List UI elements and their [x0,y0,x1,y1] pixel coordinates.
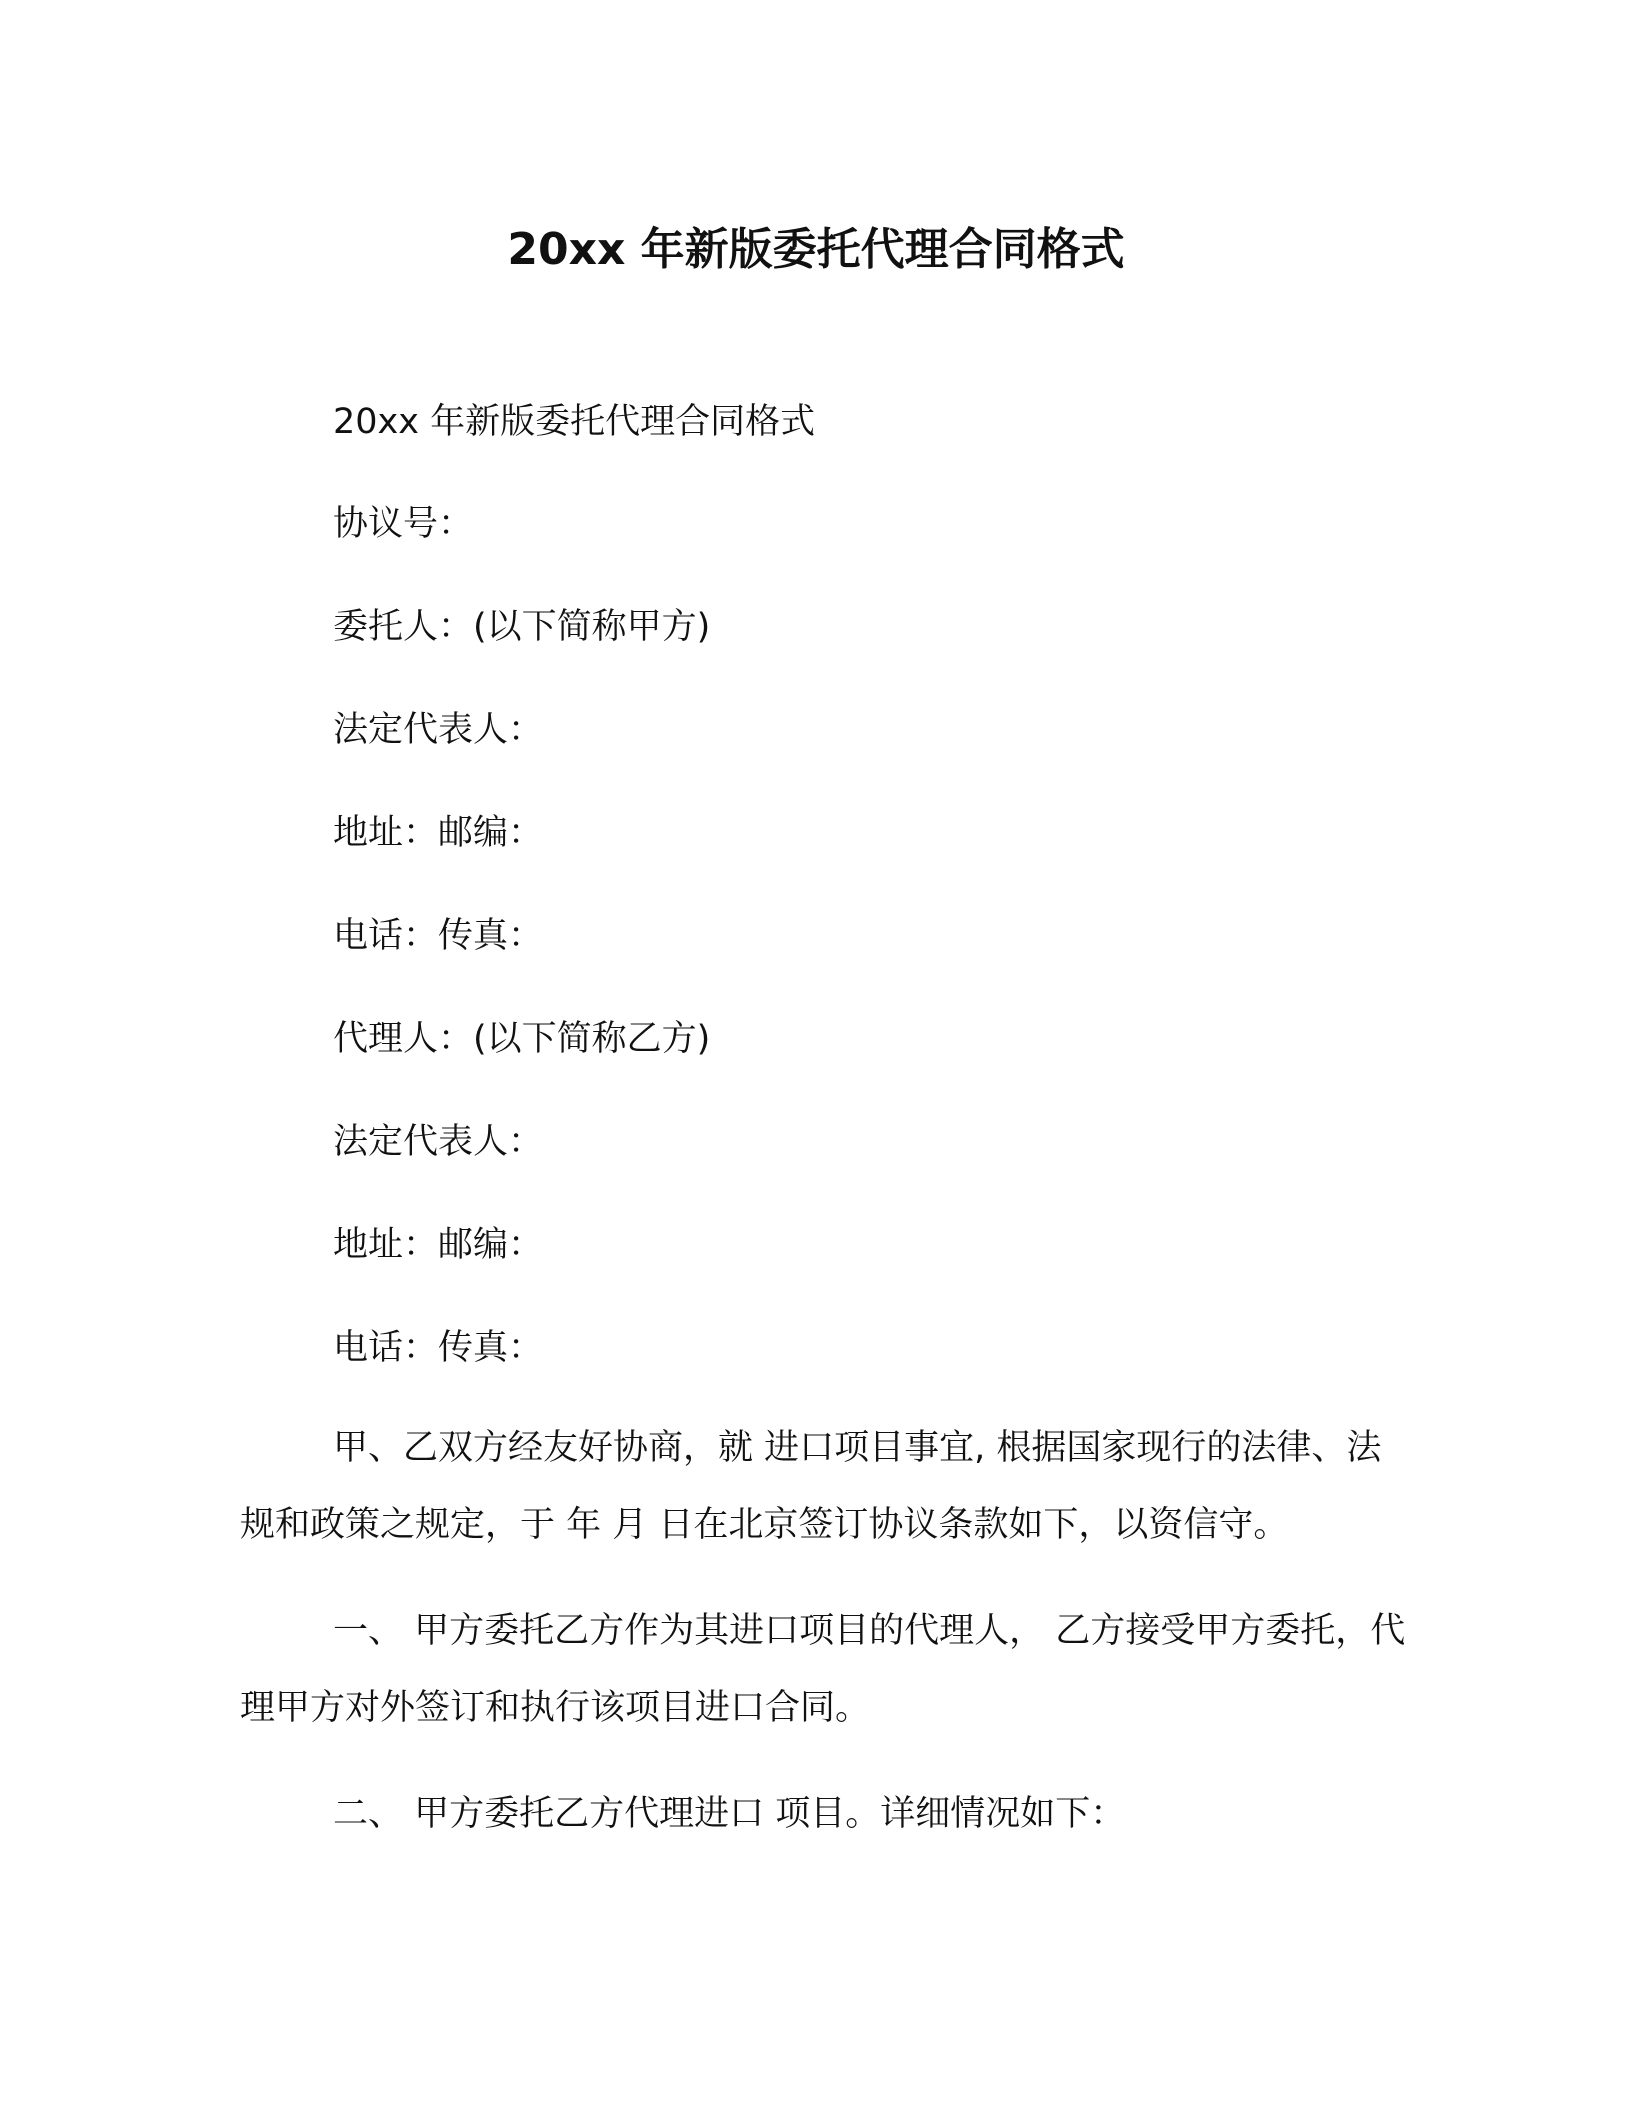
header-line-agent-legal-rep: 法定代表人： [333,1122,544,1162]
paragraph-preamble [240,1410,1410,1564]
paragraph-clause-2 [240,1776,1410,1853]
paragraph-text: 二、 甲方委托乙方代理进口 项目。详细情况如下： [333,1794,1126,1834]
header-line-principal-address: 地址：邮编： [333,813,544,853]
header-line-agent-address: 地址：邮编： [333,1225,544,1265]
header-line-principal-phone: 电话：传真： [333,916,544,956]
paragraph-clause-1 [240,1593,1410,1747]
paragraph-text: 甲、乙双方经友好协商，就 进口项目事宜, 根据国家现行的法律、法规和政策之规定，于 年 月 日在北京签订协议条款如下，以资信守。 [240,1428,1382,1545]
header-line-principal-legal-rep: 法定代表人： [333,710,544,750]
header-line-agreement-no: 协议号： [333,504,474,544]
header-line-subtitle: 20xx 年新版委托代理合同格式 [333,402,816,442]
header-line-principal: 委托人：(以下简称甲方) [333,607,711,647]
header-line-agent-phone: 电话：传真： [333,1328,544,1368]
document-title: 20xx 年新版委托代理合同格式 [507,224,1125,275]
paragraph-text: 一、 甲方委托乙方作为其进口项目的代理人， 乙方接受甲方委托，代理甲方对外签订和执行该项目进口合同。 [240,1611,1406,1728]
header-line-agent: 代理人：(以下简称乙方) [333,1019,711,1059]
